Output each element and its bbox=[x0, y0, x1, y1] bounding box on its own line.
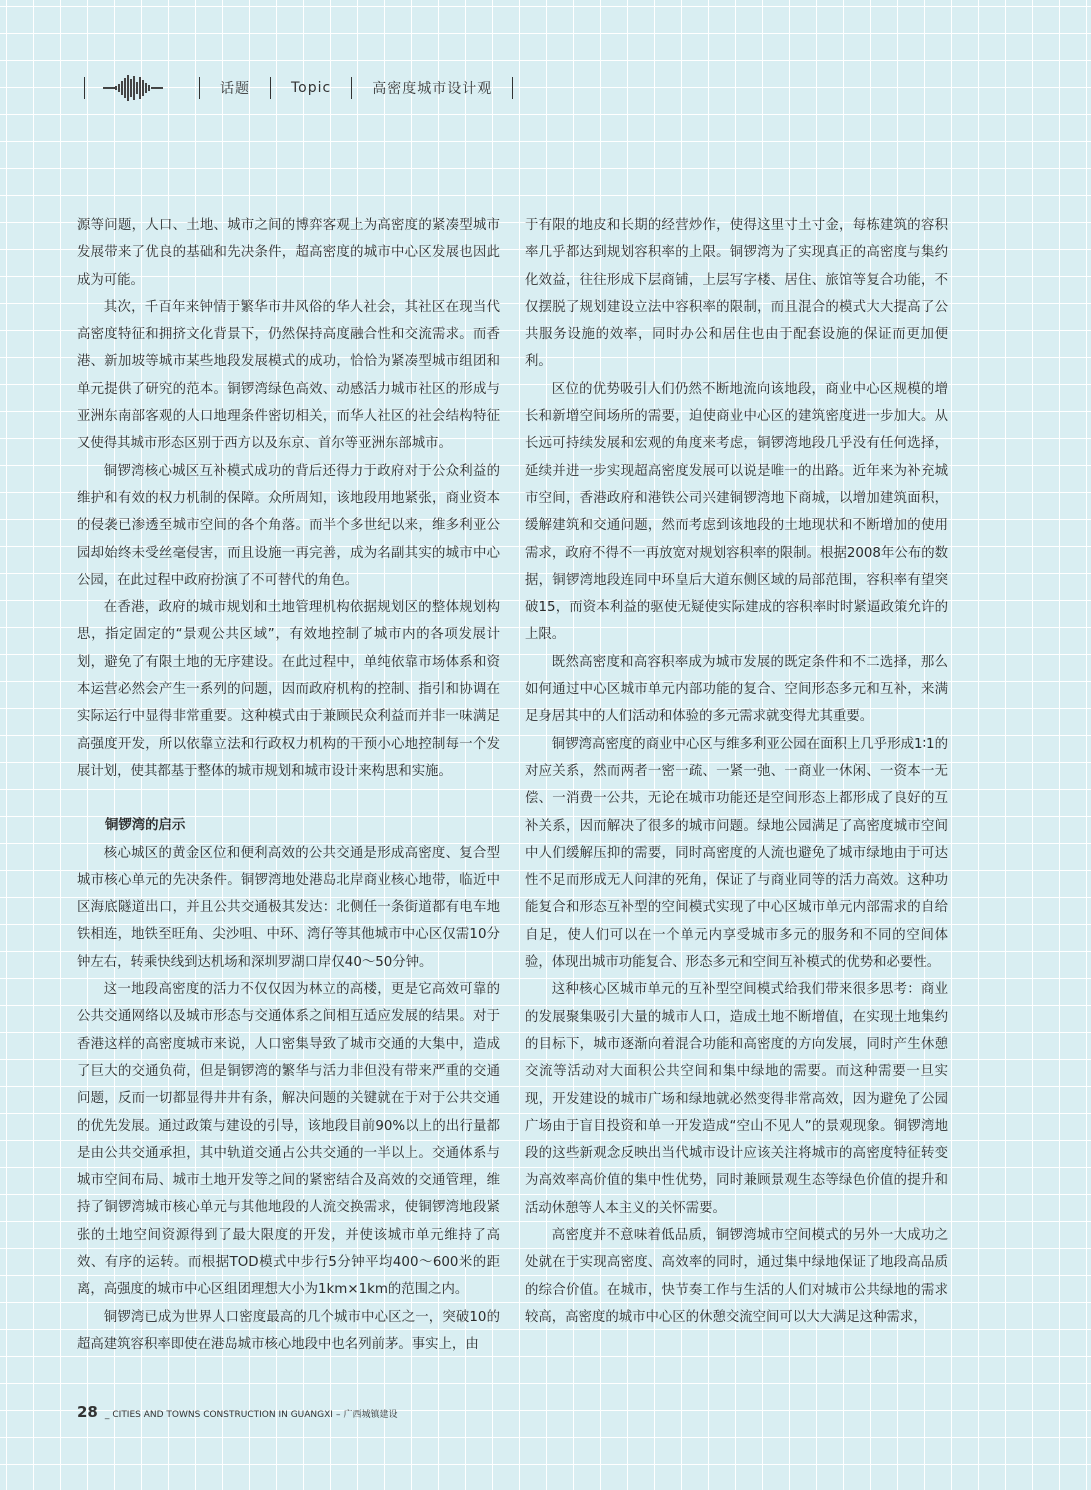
right-column bbox=[525, 212, 948, 1331]
section-heading: 铜锣湾的启示 bbox=[105, 818, 186, 834]
header-divider bbox=[351, 77, 352, 99]
paragraph: 既然高密度和高容积率成为城市发展的既定条件和不二选择，那么如何通过中心区城市单元内部功能的复合、空间形态多元和互补，来满足身居其中的人们活动和体验的多元需求就变得尤其重要。 bbox=[525, 654, 948, 725]
paragraph: 核心城区的黄金区位和便利高效的公共交通是形成高密度、复合型城市核心单元的先决条件。铜锣湾地处港岛北岸商业核心地带，临近中区海底隧道出口，并且公共交通极其发达：北侧任一条街道都有电车地铁相连，地铁至旺角、尖沙咀、中环、湾仔等其他城市中心区仅需10分钟左右，转乘快线到达机场和深圳罗湖口岸仅40～50分钟。 bbox=[77, 845, 500, 970]
paragraph: 铜锣湾核心城区互补模式成功的背后还得力于政府对于公众利益的维护和有效的权力机制的保障。众所周知，该地段用地紧张，商业资本的侵袭已渗透至城市空间的各个角落。而半个多世纪以来，维多利亚公园却始终未受丝毫侵害，而且设施一再完善，成为名副其实的城市中心公园，在此过程中政府扮演了不可替代的角色。 bbox=[77, 463, 500, 588]
footer-separator: _ bbox=[104, 1410, 110, 1420]
page-footer bbox=[77, 1403, 397, 1421]
paragraph: 于有限的地皮和长期的经营炒作，使得这里寸土寸金，每栋建筑的容积率几乎都达到规划容积率的上限。铜锣湾为了实现真正的高密度与集约化效益，往往形成下层商铺，上层写字楼、居住、旅馆等复合功能，不仅摆脱了规划建设立法中容积率的限制，而且混合的模式大大提高了公共服务设施的效率，同时办公和居住也由于配套设施的保证而更加便利。 bbox=[525, 218, 948, 370]
publication-name-en: CITIES AND TOWNS CONSTRUCTION IN GUANGXI bbox=[112, 1410, 333, 1420]
header-divider bbox=[199, 77, 200, 99]
paragraph: 区位的优势吸引人们仍然不断地流向该地段，商业中心区规模的增长和新增空间场所的需要，迫使商业中心区的建筑密度进一步加大。从长远可持续发展和宏观的角度来考虑，铜锣湾地段几乎没有任何选择，延续并进一步实现超高密度发展可以说是唯一的出路。近年来为补充城市空间，香港政府和港铁公司兴建铜锣湾地下商城，以增加建筑面积，缓解建筑和交通问题，然而考虑到该地段的土地现状和不断增加的使用需求，政府不得不一再放宽对规划容积率的限制。根据2008年公布的数据，铜锣湾地段连同中环皇后大道东侧区域的局部范围，容积率有望突破15，而资本利益的驱使无疑使实际建成的容积率时时紧逼政策允许的上限。 bbox=[525, 381, 948, 643]
paragraph: 在香港，政府的城市规划和土地管理机构依据规划区的整体规划构思，指定固定的“景观公共区域”，有效地控制了城市内的各项发展计划，避免了有限土地的无序建设。在此过程中，单纯依靠市场体系和资本运营必然会产生一系列的问题，因而政府机构的控制、指引和协调在实际运行中显得非常重要。这种模式由于兼顾民众利益而并非一味满足高强度开发，所以依靠立法和行政权力机构的干预小心地控制每一个发展计划，使其都基于整体的城市规划和城市设计来构思和实施。 bbox=[77, 600, 500, 779]
paragraph: 高密度并不意味着低品质，铜锣湾城市空间模式的另外一大成功之处就在于实现高密度、高效率的同时，通过集中绿地保证了地段高品质的综合价值。在城市，快节奏工作与生活的人们对城市公共绿地的需求较高，高密度的城市中心区的休憩交流空间可以大大满足这种需求， bbox=[525, 1227, 948, 1325]
paragraph: 其次，千百年来钟情于繁华市井风俗的华人社会，其社区在现当代高密度特征和拥挤文化背景下，仍然保持高度融合性和交流需求。而香港、新加坡等城市某些地段发展模式的成功，恰恰为紧凑型城市组团和单元提供了研究的范本。铜锣湾绿色高效、动感活力城市社区的形成与亚洲东南部客观的人口地理条件密切相关，而华人社区的社会结构特征又使得其城市形态区别于西方以及东京、首尔等亚洲东部城市。 bbox=[77, 299, 500, 452]
page-number: 28 bbox=[77, 1403, 98, 1421]
page-header bbox=[74, 74, 523, 102]
topic-title: 高密度城市设计观 bbox=[372, 81, 493, 97]
publication-name-cn: 广西城镇建设 bbox=[343, 1410, 398, 1420]
paragraph: 这一地段高密度的活力不仅仅因为林立的高楼，更是它高效可靠的公共交通网络以及城市形态与交通体系之间相互适应发展的结果。对于香港这样的高密度城市来说，人口密集导致了城市交通的大集中，造成了巨大的交通负荷，但是铜锣湾的繁华与活力非但没有带来严重的交通问题，反而一切都显得井井有条，解决问题的关键就在于对于公共交通的优先发展。通过政策与建设的引导，该地段目前90%以上的出行量都是由公共交通承担，其中轨道交通占公共交通的一半以上。交通体系与城市空间布局、城市土地开发等之间的紧密结合及高效的交通管理，维持了铜锣湾城市核心单元与其他地段的人流交换需求，使铜锣湾地段紧张的土地空间资源得到了最大限度的开发，并使该城市单元维持了高效、有序的运转。而根据TOD模式中步行5分钟平均400～600米的距离，高强度的城市中心区组团理想大小为1km×1km的范围之内。 bbox=[77, 982, 500, 1298]
footer-separator: – bbox=[335, 1410, 341, 1420]
header-divider bbox=[84, 77, 85, 99]
soundwave-logo-icon bbox=[103, 74, 179, 102]
section-label: 话题 bbox=[220, 81, 250, 97]
left-column bbox=[77, 212, 500, 1358]
paragraph: 铜锣湾高密度的商业中心区与维多利亚公园在面积上几乎形成1∶1的对应关系，然而两者一密一疏、一紧一弛、一商业一休闲、一资本一无偿、一消费一公共，无论在城市功能还是空间形态上都形成了良好的互补关系，因而解决了很多的城市问题。绿地公园满足了高密度城市空间中人们缓解压抑的需要，同时高密度的人流也避免了城市绿地由于可达性不足而形成无人问津的死角，保证了与商业同等的活力高效。这种功能复合和形态互补型的空间模式实现了中心区城市单元内部需求的自给自足，使人们可以在一个单元内享受城市多元的服务和不同的空间体验，体现出城市功能复合、形态多元和空间互补模式的优势和必要性。 bbox=[525, 736, 948, 971]
paragraph: 这种核心区城市单元的互补型空间模式给我们带来很多思考：商业的发展聚集吸引大量的城市人口，造成土地不断增值，在实现土地集约的目标下，城市逐渐向着混合功能和高密度的方向发展，同时产生休憩交流等活动对大面积公共空间和集中绿地的需要。而这种需要一旦实现，开发建设的城市广场和绿地就必然变得非常高效，因为避免了公园广场由于盲目投资和单一开发造成“空山不见人”的景观现象。铜锣湾地段的这些新观念反映出当代城市设计应该关注将城市的高密度特征转变为高效率高价值的集中性优势，同时兼顾景观生态等绿色价值的提升和活动休憩等人本主义的关怀需要。 bbox=[525, 982, 948, 1216]
header-divider bbox=[270, 77, 271, 99]
paragraph: 源等问题，人口、土地、城市之间的博弈客观上为高密度的紧凑型城市发展带来了优良的基础和先决条件，超高密度的城市中心区发展也因此成为可能。 bbox=[77, 218, 500, 288]
header-divider bbox=[512, 77, 513, 99]
topic-label: Topic bbox=[291, 80, 332, 96]
paragraph: 铜锣湾已成为世界人口密度最高的几个城市中心区之一，突破10的超高建筑容积率即使在港岛城市核心地段中也名列前茅。事实上，由 bbox=[77, 1309, 500, 1352]
